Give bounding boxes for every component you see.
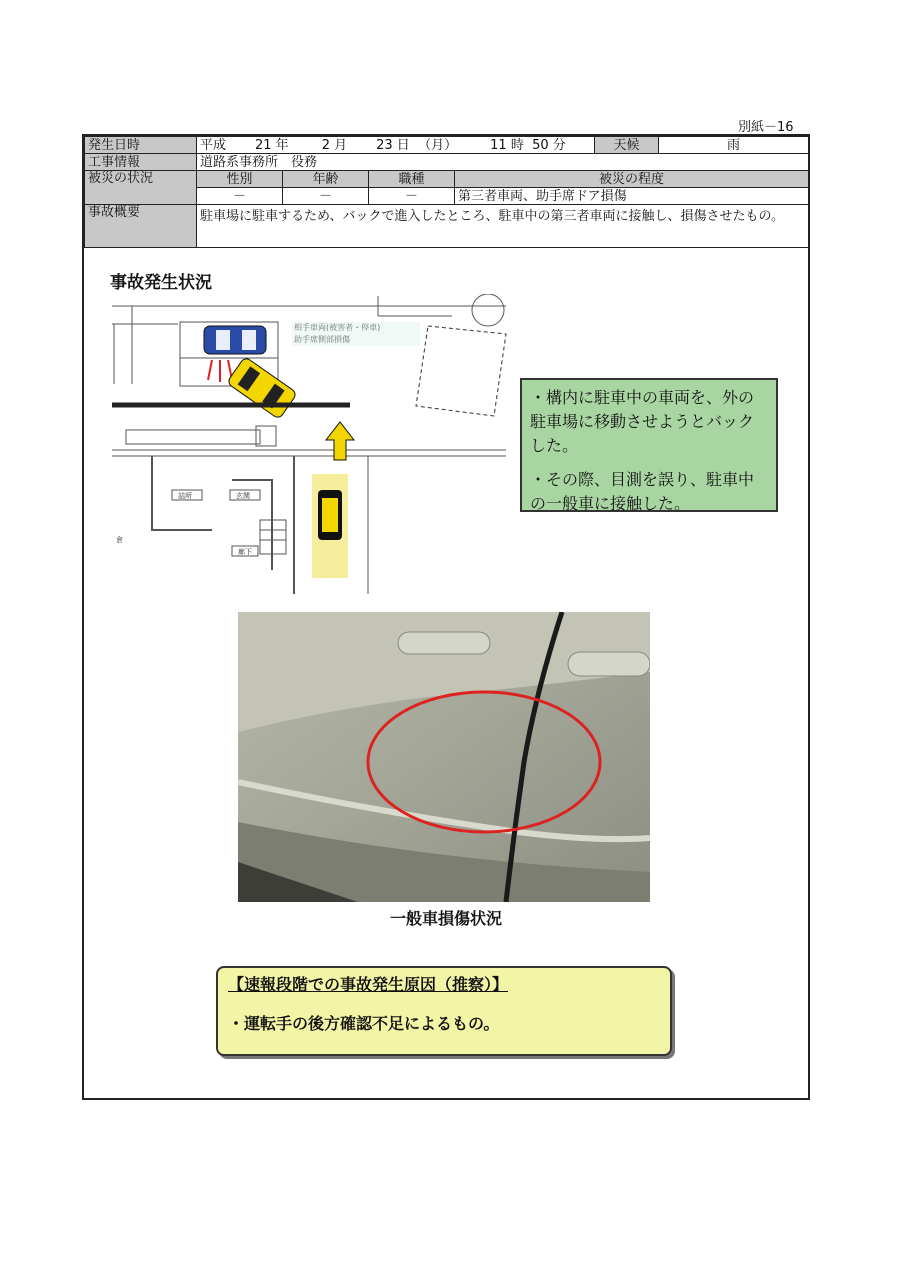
victim-label-1: 相手車両(被害者・停車) (294, 323, 381, 332)
work-label: 工事情報 (85, 154, 197, 171)
damage-header-row (85, 171, 809, 188)
room-label-3: 廊下 (238, 548, 252, 556)
degree-value: 第三者車両、助手席ドア損傷 (455, 188, 809, 205)
job-value: － (369, 188, 455, 205)
room-label-2: 玄関 (236, 492, 250, 500)
age-label: 年齢 (283, 171, 369, 188)
reversing-car (227, 357, 298, 420)
explanation-callout (520, 378, 778, 512)
summary-value: 駐車場に駐車するため、バックで進入したところ、駐車中の第三者車両に接触し、損傷させたもの。 (197, 205, 809, 248)
callout-line-2: ・その際、目測を誤り、駐車中の一般車に接触した。 (530, 470, 755, 513)
weather-value: 雨 (659, 137, 809, 154)
cause-box (216, 966, 672, 1056)
cause-text: ・運転手の後方確認不足によるもの。 (228, 1014, 500, 1033)
site-diagram (112, 294, 512, 596)
situation-title: 事故発生状況 (110, 273, 212, 293)
job-label: 職種 (369, 171, 455, 188)
damage-photo (238, 612, 650, 902)
page-label: 別紙－16 (738, 120, 794, 135)
date-label: 発生日時 (85, 137, 197, 154)
summary-label: 事故概要 (85, 205, 197, 248)
date-row (85, 137, 809, 154)
sex-label: 性別 (197, 171, 283, 188)
work-value: 道路系事務所 役務 (197, 154, 809, 171)
summary-row (85, 205, 809, 248)
report-frame (82, 134, 810, 1100)
weather-label: 天候 (595, 137, 659, 154)
victim-car (204, 326, 266, 354)
photo-caption: 一般車損傷状況 (389, 909, 502, 928)
room-label-1: 詰所 (178, 492, 192, 500)
age-value: － (283, 188, 369, 205)
degree-label: 被災の程度 (455, 171, 809, 188)
date-value: 平成 21 年 2 月 23 日 （月） 11 時 50 分 (197, 137, 595, 154)
callout-line-1: ・構内に駐車中の車両を、外の駐車場に移動させようとバックした。 (530, 388, 755, 455)
room-label-4: 倉 (116, 536, 123, 544)
cause-title: 【速報段階での事故発生原因（推察）】 (228, 975, 509, 994)
sex-value: － (197, 188, 283, 205)
damage-label: 被災の状況 (85, 171, 197, 205)
victim-label-2: 助手席側部損傷 (294, 335, 350, 344)
direction-arrow (326, 422, 354, 460)
info-table (84, 136, 809, 248)
work-row (85, 154, 809, 171)
